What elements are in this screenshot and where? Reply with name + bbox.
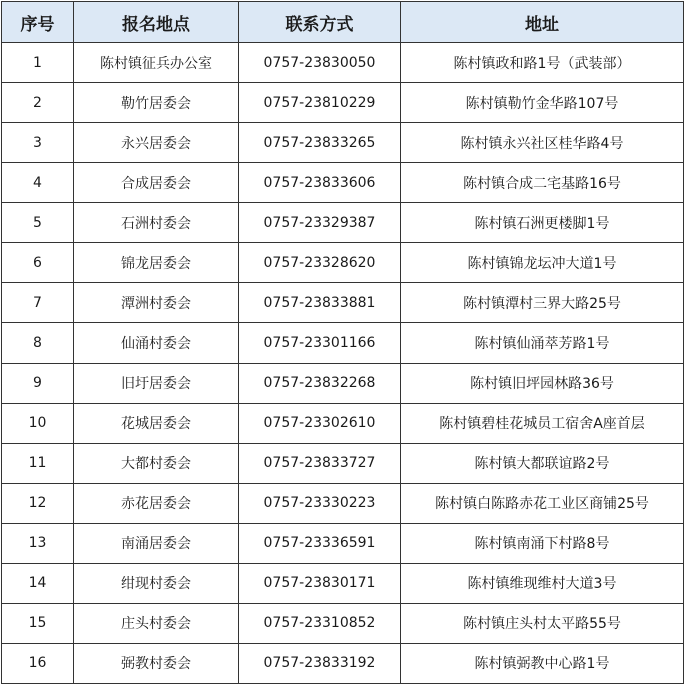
- cell-site: 花城居委会: [74, 403, 239, 443]
- cell-no: 15: [2, 603, 74, 643]
- cell-site: 陈村镇征兵办公室: [74, 43, 239, 83]
- header-row: [2, 2, 684, 43]
- cell-no: 6: [2, 243, 74, 283]
- cell-no: 8: [2, 323, 74, 363]
- cell-phone: 0757-23301166: [239, 323, 401, 363]
- table-row: [2, 123, 684, 163]
- table-row: [2, 603, 684, 643]
- cell-address: 陈村镇潭村三界大路25号: [401, 283, 684, 323]
- table-row: [2, 83, 684, 123]
- cell-address: 陈村镇维现维村大道3号: [401, 563, 684, 603]
- table-row: [2, 243, 684, 283]
- cell-phone: 0757-23810229: [239, 83, 401, 123]
- table-row: [2, 523, 684, 563]
- table-row: [2, 443, 684, 483]
- cell-phone: 0757-23833265: [239, 123, 401, 163]
- table-row: [2, 203, 684, 243]
- header-no: 序号: [2, 2, 74, 43]
- cell-site: 石洲村委会: [74, 203, 239, 243]
- cell-address: 陈村镇仙涌萃芳路1号: [401, 323, 684, 363]
- cell-site: 赤花居委会: [74, 483, 239, 523]
- cell-site: 弼教村委会: [74, 643, 239, 683]
- table-body: [2, 43, 684, 684]
- cell-phone: 0757-23329387: [239, 203, 401, 243]
- table-row: [2, 163, 684, 203]
- header-site: 报名地点: [74, 2, 239, 43]
- cell-address: 陈村镇碧桂花城员工宿舍A座首层: [401, 403, 684, 443]
- cell-site: 勒竹居委会: [74, 83, 239, 123]
- table-row: [2, 643, 684, 683]
- cell-site: 潭洲村委会: [74, 283, 239, 323]
- table-row: [2, 283, 684, 323]
- cell-address: 陈村镇弼教中心路1号: [401, 643, 684, 683]
- cell-address: 陈村镇锦龙坛冲大道1号: [401, 243, 684, 283]
- cell-phone: 0757-23310852: [239, 603, 401, 643]
- registration-table: [1, 1, 684, 684]
- cell-phone: 0757-23833192: [239, 643, 401, 683]
- cell-no: 14: [2, 563, 74, 603]
- cell-phone: 0757-23833606: [239, 163, 401, 203]
- cell-no: 3: [2, 123, 74, 163]
- cell-site: 庄头村委会: [74, 603, 239, 643]
- cell-site: 永兴居委会: [74, 123, 239, 163]
- table-row: [2, 563, 684, 603]
- cell-address: 陈村镇旧坪园林路36号: [401, 363, 684, 403]
- table-row: [2, 363, 684, 403]
- cell-address: 陈村镇永兴社区桂华路4号: [401, 123, 684, 163]
- cell-site: 南涌居委会: [74, 523, 239, 563]
- cell-no: 5: [2, 203, 74, 243]
- cell-address: 陈村镇政和路1号（武装部）: [401, 43, 684, 83]
- header-phone: 联系方式: [239, 2, 401, 43]
- cell-phone: 0757-23330223: [239, 483, 401, 523]
- cell-phone: 0757-23830050: [239, 43, 401, 83]
- cell-no: 1: [2, 43, 74, 83]
- cell-address: 陈村镇白陈路赤花工业区商铺25号: [401, 483, 684, 523]
- cell-address: 陈村镇大都联谊路2号: [401, 443, 684, 483]
- cell-phone: 0757-23328620: [239, 243, 401, 283]
- cell-phone: 0757-23302610: [239, 403, 401, 443]
- cell-no: 7: [2, 283, 74, 323]
- table-row: [2, 323, 684, 363]
- cell-site: 旧圩居委会: [74, 363, 239, 403]
- table-row: [2, 43, 684, 83]
- cell-phone: 0757-23833881: [239, 283, 401, 323]
- cell-site: 锦龙居委会: [74, 243, 239, 283]
- cell-site: 仙涌村委会: [74, 323, 239, 363]
- table-row: [2, 403, 684, 443]
- cell-site: 大都村委会: [74, 443, 239, 483]
- cell-site: 绀现村委会: [74, 563, 239, 603]
- cell-address: 陈村镇南涌下村路8号: [401, 523, 684, 563]
- cell-no: 16: [2, 643, 74, 683]
- cell-phone: 0757-23336591: [239, 523, 401, 563]
- cell-no: 12: [2, 483, 74, 523]
- cell-no: 11: [2, 443, 74, 483]
- cell-address: 陈村镇庄头村太平路55号: [401, 603, 684, 643]
- cell-no: 13: [2, 523, 74, 563]
- header-address: 地址: [401, 2, 684, 43]
- cell-site: 合成居委会: [74, 163, 239, 203]
- table-row: [2, 483, 684, 523]
- cell-address: 陈村镇勒竹金华路107号: [401, 83, 684, 123]
- cell-address: 陈村镇合成二宅基路16号: [401, 163, 684, 203]
- cell-no: 9: [2, 363, 74, 403]
- cell-phone: 0757-23830171: [239, 563, 401, 603]
- cell-address: 陈村镇石洲更楼脚1号: [401, 203, 684, 243]
- cell-no: 2: [2, 83, 74, 123]
- cell-phone: 0757-23833727: [239, 443, 401, 483]
- table-header: [2, 2, 684, 43]
- cell-no: 4: [2, 163, 74, 203]
- cell-no: 10: [2, 403, 74, 443]
- cell-phone: 0757-23832268: [239, 363, 401, 403]
